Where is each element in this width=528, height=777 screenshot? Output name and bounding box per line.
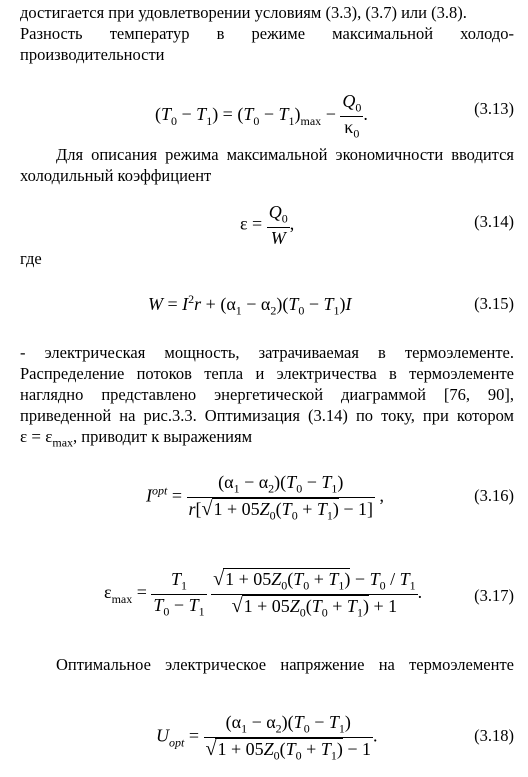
p1-line-3: производительности (20, 45, 165, 64)
eps-max-inline: $\varepsilon = \varepsilon_{max}$ (20, 427, 74, 450)
paragraph-3 (20, 342, 514, 453)
p1-line-1: достигается при удовлетворении условиям (3.3), (3.7) или (3.8). (20, 3, 467, 22)
paragraph-4: Оптимальное электрическое напряжение на термоэлементе (56, 655, 514, 674)
formula-3-18: $U_{opt}$ = $\frac{(\alpha_1 - \alpha_2)(T_0 - T_1)}{√1 + 05Z_0(T_0 + T_1) - 1}$ . (156, 712, 378, 763)
equation-3-14 (0, 200, 528, 246)
equation-3-15 (0, 292, 528, 320)
equation-number-3-18: (3.18) (474, 726, 514, 745)
p3-text-b: , приводит к выражениям (73, 427, 253, 446)
p3-text-a: - электрическая мощность, затрачиваемая в термоэлементе. Распределение потоков тепла и электричества в термоэлементе наглядно представлено энергетической диаграммой [76, 90], приведенной на рис.3.3. Оптимизация (3.14) по току, при котором (20, 343, 514, 425)
formula-3-14: ε = $\frac{Q_0}{W}$ , (240, 202, 295, 248)
paragraph-where: где (20, 249, 42, 268)
formula-3-15: $W = I^2r + (\alpha_1 - \alpha_2)(T_0 - T_1)I$ (148, 292, 352, 318)
equation-number-3-13: (3.13) (474, 99, 514, 118)
equation-number-3-17: (3.17) (474, 586, 514, 605)
equation-3-13 (0, 88, 528, 141)
p1-line-2: Разность температур в режиме максимальной холодо- (20, 24, 514, 43)
formula-3-17: $\varepsilon_{max}$ = $\frac{T_1}{T_0 - T_1}$ $\frac{√1 + 05Z_0(T_0 + T_1) - T_0 / T_1}{√1 + 05Z_0(T_0 + T_1) + 1}$ . (104, 568, 423, 620)
equation-number-3-15: (3.15) (474, 294, 514, 313)
equation-number-3-16: (3.16) (474, 486, 514, 505)
equation-3-16 (0, 470, 528, 528)
formula-3-16: $I^{opt}$ = $\frac{(\alpha_1 - \alpha_2)(T_0 - T_1)}{r[√1 + 05Z_0(T_0 + T_1) - 1]}$ , (146, 472, 385, 523)
formula-3-13: $(T_0 - T_1) = (T_0 - T_1)_{max}$ − $\frac{Q_0}{\kappa_0}$ . (155, 91, 368, 141)
paragraph-1 (20, 2, 514, 65)
equation-number-3-14: (3.14) (474, 212, 514, 231)
paragraph-2: Для описания режима максимальной экономичности вводится холодильный коэффициент (20, 145, 514, 185)
equation-3-17 (0, 566, 528, 630)
equation-3-18 (0, 710, 528, 770)
